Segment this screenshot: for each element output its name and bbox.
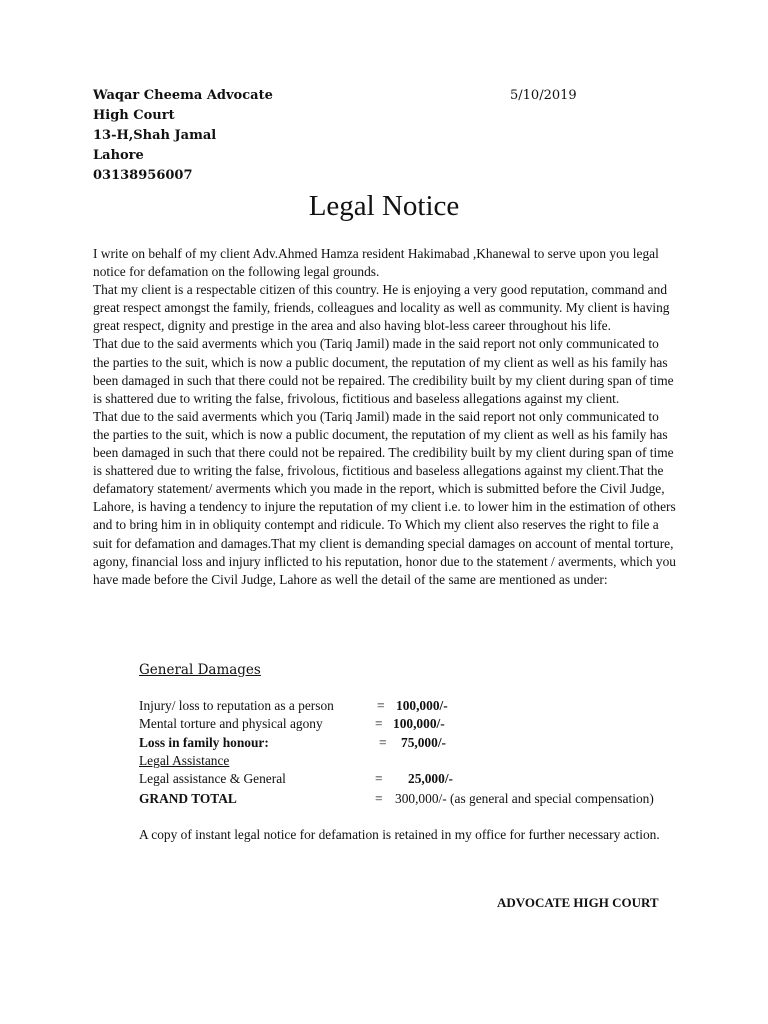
sender-city: Lahore (93, 148, 144, 163)
page-title: Legal Notice (308, 190, 460, 222)
paragraph-reputation: That my client is a respectable citizen of this country. He is enjoying a very good reputation, command and great respect amongst the family, friends, colleagues and locality as well as community. My client is having great respect, dignity and prestige in the area and also having blot-less career throughout his life. (93, 282, 670, 334)
sender-court: High Court (93, 108, 175, 123)
damages-row-amount: 75,000/- (401, 735, 447, 750)
damages-row-amount: 100,000/- (393, 716, 445, 731)
paragraph-averments: That due to the said averments which you (Tariq Jamil) made in the said report not only communicated to the parties to the suit, which is now a public document, the reputation of my client as well as his family has been damaged in such that there could not be repaired. The credibility built by my client during span of time is shattered due to writing the false, frivolous, fictitious and baseless allegations against my client. (93, 336, 674, 406)
signature-line: ADVOCATE HIGH COURT (497, 895, 659, 910)
grand-total-amount: 300,000/- (as general and special compensation) (395, 791, 654, 806)
sender-name: Waqar Cheema Advocate (93, 88, 273, 103)
legal-assistance-label: Legal Assistance (139, 753, 230, 768)
sender-phone: 03138956007 (93, 168, 193, 183)
damages-row-equals: = (379, 735, 387, 750)
paragraph-intro: I write on behalf of my client Adv.Ahmed Hamza resident Hakimabad ,Khanewal to serve upon you legal notice for defamation on the following legal grounds. (93, 246, 659, 280)
notice-body (93, 245, 678, 589)
legal-assistance-row-label: Legal assistance & General (139, 771, 286, 786)
sender-street: 13-H,Shah Jamal (93, 128, 217, 143)
grand-total-label: GRAND TOTAL (139, 791, 237, 806)
damages-row-amount: 100,000/- (396, 698, 448, 713)
grand-total-equals: = (375, 791, 383, 806)
damages-row-label: Mental torture and physical agony (139, 716, 323, 731)
closing-statement: A copy of instant legal notice for defamation is retained in my office for further necessary action. (139, 827, 660, 842)
general-damages-heading: General Damages (139, 662, 261, 678)
notice-date: 5/10/2019 (510, 88, 577, 103)
damages-row-equals: = (375, 716, 383, 731)
damages-row-label: Loss in family honour: (139, 735, 269, 750)
damages-row-equals: = (377, 698, 385, 713)
damages-row-label: Injury/ loss to reputation as a person (139, 698, 334, 713)
legal-assistance-row-amount: 25,000/- (408, 771, 454, 786)
legal-assistance-row-equals: = (375, 771, 383, 786)
sender-address-block (93, 86, 273, 186)
paragraph-damages-claim: That due to the said averments which you (Tariq Jamil) made in the said report not only communicated to the parties to the suit, which is now a public document, the reputation of my client as well as his family has been damaged in such that there could not be repaired. The credibility built by my client during span of time is shattered due to writing the false, frivolous, fictitious and baseless allegations against my client.That the defamatory statement/ averments which you made in the report, which is submitted before the Civil Judge, Lahore, is having a tendency to injure the reputation of my client i.e. to lower him in the estimation of others and to bring him in in obliquity contempt and ridicule. To Which my client also reserves the right to file a suit for defamation and damages.That my client is demanding special damages on account of mental torture, agony, financial loss and injury inflicted to his reputation, honor due to the statement / averments, which you have made before the Civil Judge, Lahore as well the detail of the same are mentioned as under: (93, 408, 676, 587)
